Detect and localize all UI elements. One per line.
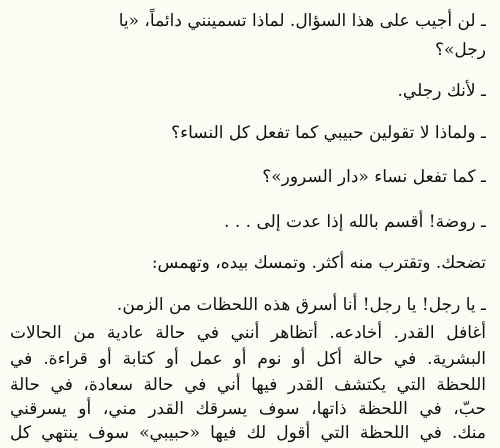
text-line-7: تضحك. وتقترب منه أكثر. وتمسك بيده، وتهمس: — [151, 253, 486, 273]
text-line-8: ـ يا رجل! يا رجل! أنا أسرق هذه اللحظات من الزمن. — [116, 295, 486, 315]
text-line-13: منك. في اللحظة التي أقول لك فيها «حبيبي» سوف ينتهي كل — [10, 423, 486, 443]
text-line-4: ـ ولماذا لا تقولين حبيبي كما تفعل كل النساء؟ — [171, 123, 486, 143]
text-line-10: البشرية. في حالة أكل أو نوم أو عمل أو كتابة أو قراءة. في — [10, 349, 486, 369]
text-line-11: اللحظة التي يكتشف القدر فيها أني في حالة سعادة، في حالة — [10, 375, 486, 395]
text-line-3: ـ لأنك رجلي. — [397, 81, 486, 101]
text-line-12: حبّ، في اللحظة ذاتها، سوف يسرقك القدر مني، أو يسرقني — [10, 399, 486, 419]
text-line-1: ـ لن أجيب على هذا السؤال. لماذا تسمينني دائماً، «يا — [118, 11, 486, 31]
text-line-6: ـ روضة! أقسم بالله إذا عدت إلى . . . — [224, 212, 486, 232]
text-line-2: رجل»؟ — [434, 40, 486, 60]
text-line-9: أغافل القدر. أخادعه. أتظاهر أنني في حالة عادية من الحالات — [10, 323, 486, 343]
text-line-5: ـ كما تفعل نساء «دار السرور»؟ — [262, 167, 486, 187]
